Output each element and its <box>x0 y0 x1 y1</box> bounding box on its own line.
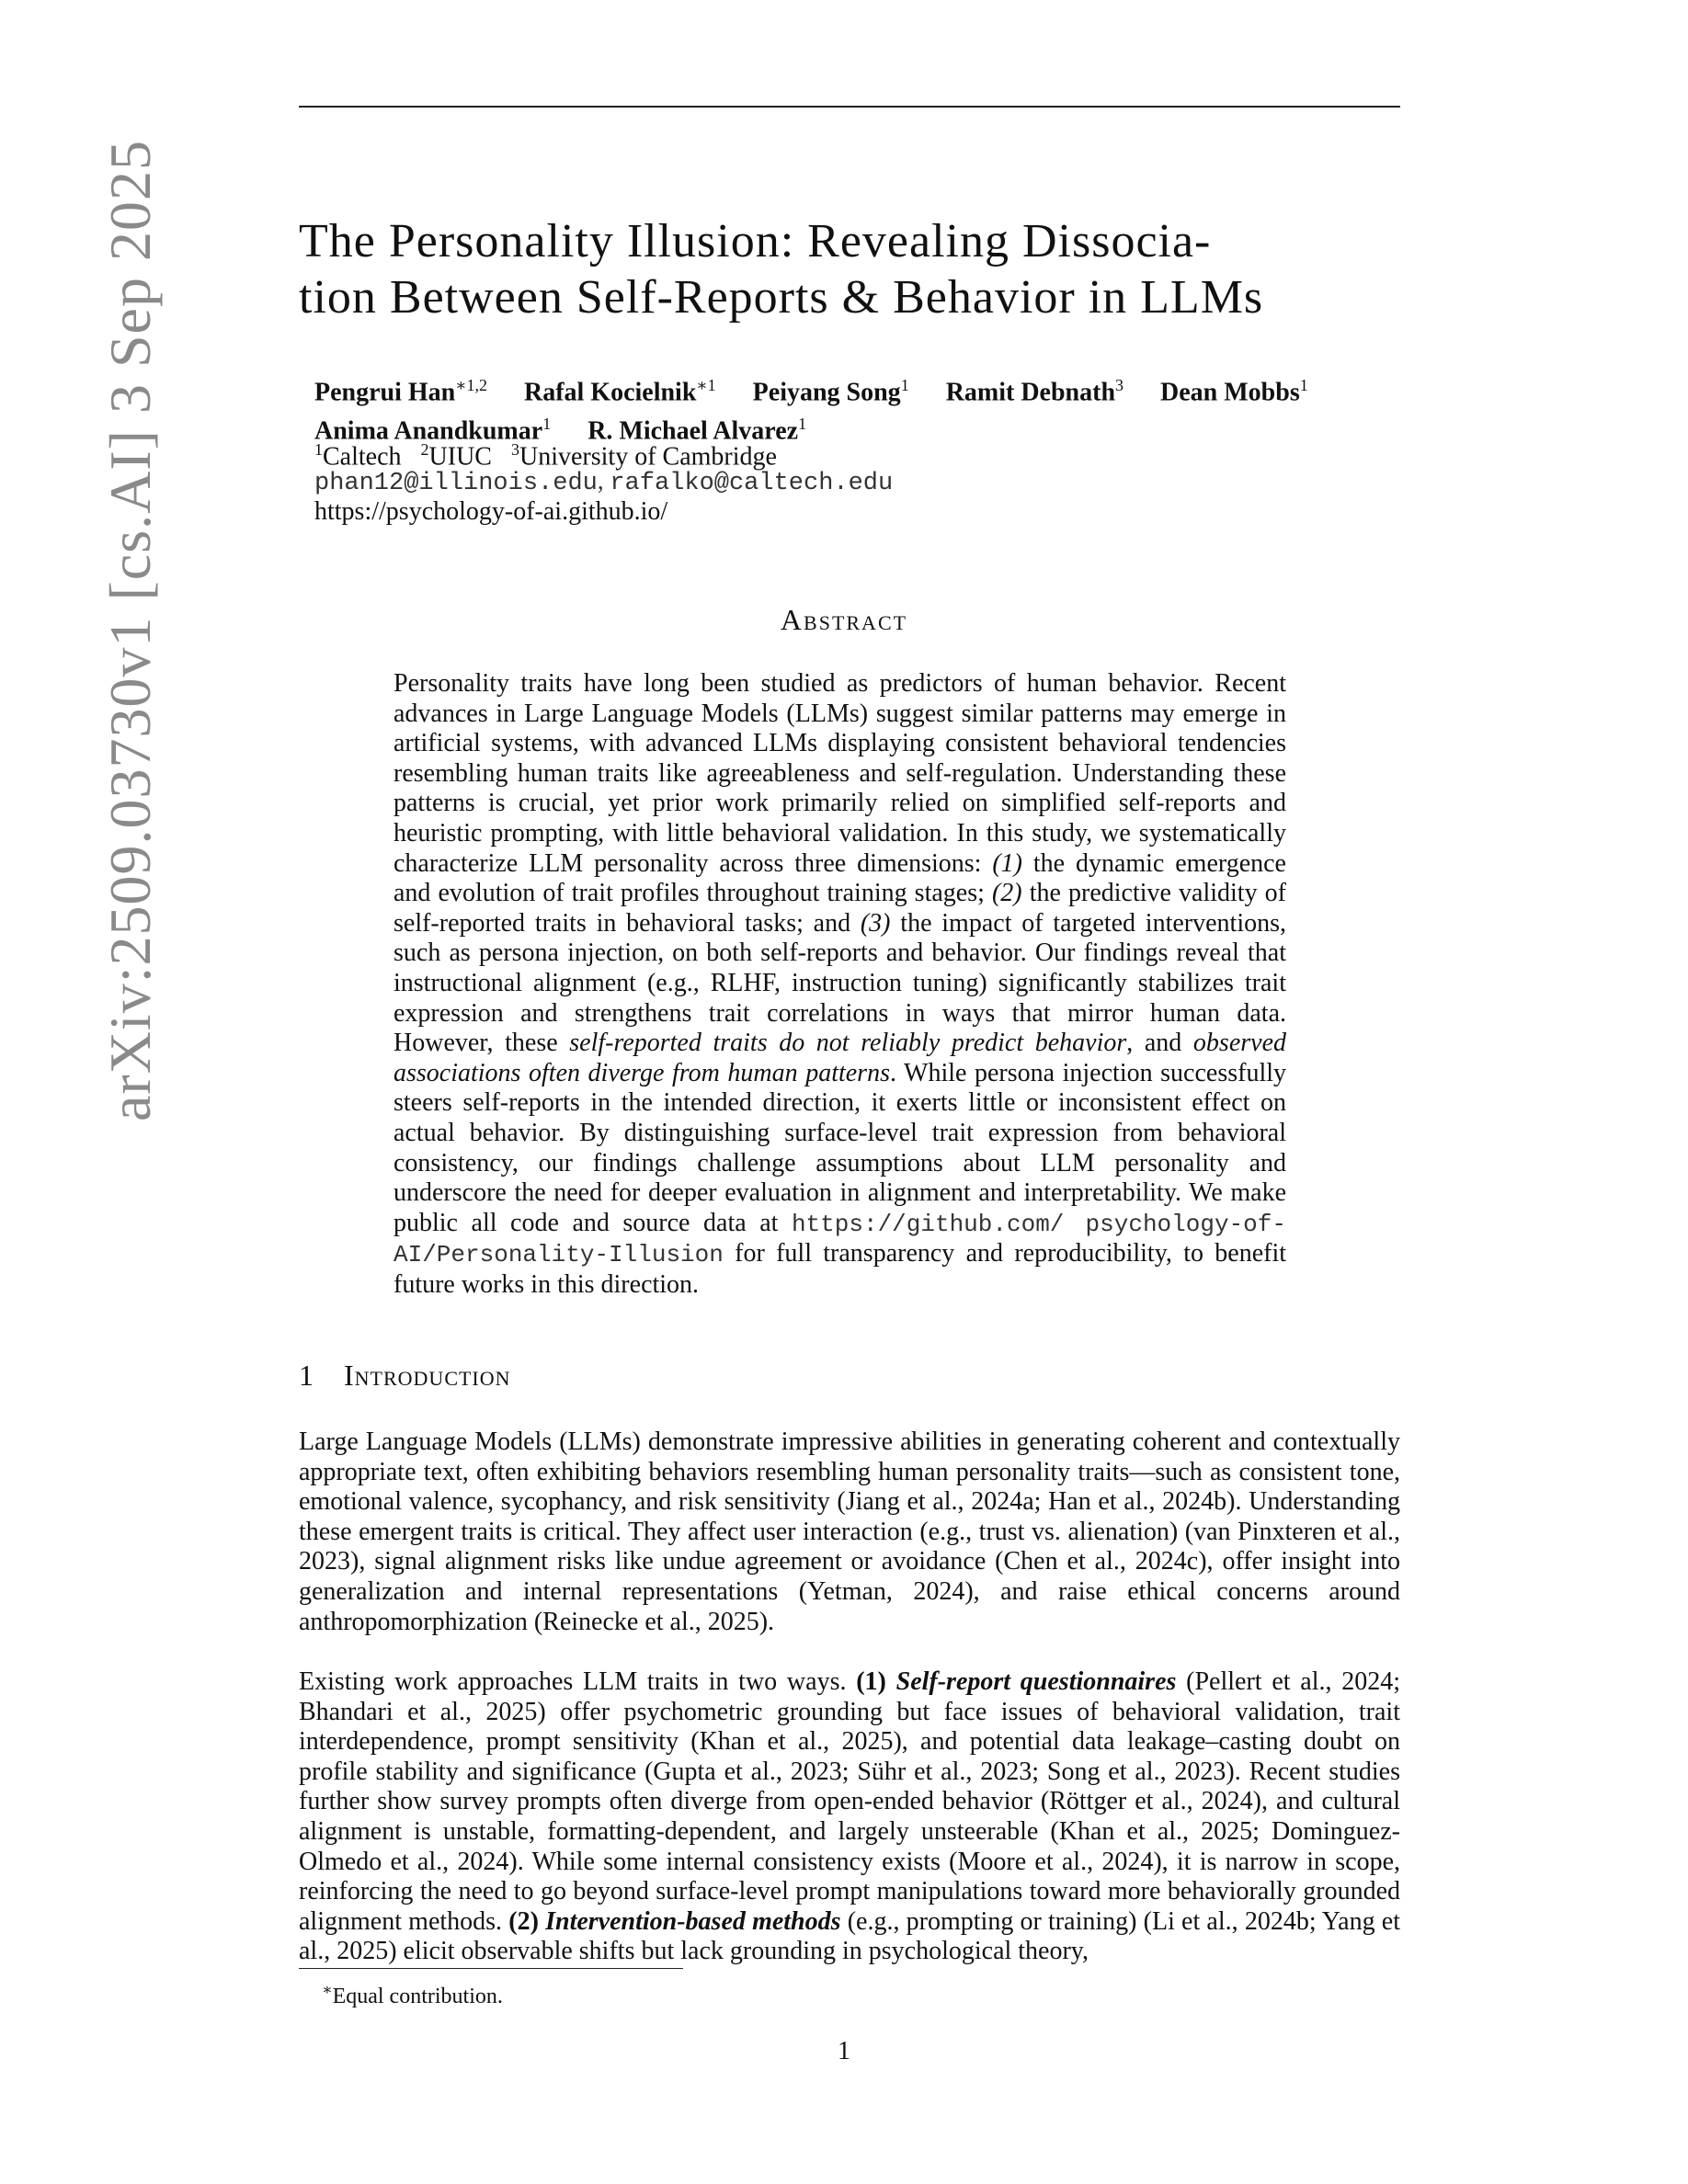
arxiv-identifier: arXiv:2509.03730v1 [cs.AI] 3 Sep 2025 <box>97 140 163 1121</box>
title-line-2: tion Between Self-Reports & Behavior in LLMs <box>299 271 1264 324</box>
header-rule <box>299 106 1400 108</box>
author: Peiyang Song$^1$ <box>752 376 909 407</box>
project-website-link[interactable]: https://psychology-of-ai.github.io/ <box>314 497 668 526</box>
email-link[interactable]: rafalko@caltech.edu <box>610 470 894 497</box>
author: Dean Mobbs$^1$ <box>1160 376 1308 407</box>
page-number: 1 <box>838 2037 850 2065</box>
section-heading-introduction: 1 Introduction <box>299 1359 511 1392</box>
author: Pengrui Han$^{∗1,2}$ <box>314 376 487 407</box>
paper-title <box>299 213 1411 325</box>
email-link[interactable]: phan12@illinois.edu <box>314 470 598 497</box>
intro-paragraph-1: Large Language Models (LLMs) demonstrate impressive abilities in generating coherent and contextually appropriate text, often exhibiting behaviors resembling human personality traits—such as consistent tone, emotional valence, sycophancy, and risk sensitivity (Jiang et al., 2024a; Han et al., 2024b). Understanding these emergent traits is critical. They affect user interaction (e.g., trust vs. alienation) (van Pinxteren et al., 2023), signal alignment risks like undue agreement or avoidance (Chen et al., 2024c), offer insight into generalization and internal representations (Yetman, 2024), and raise ethical concerns around anthropomorphization (Reinecke et al., 2025). <box>299 1428 1400 1636</box>
author-line-1 <box>314 370 1418 408</box>
intro-paragraph-2: Existing work approaches LLM traits in two ways. (1) Self-report questionnaires (Pellert et al., 2024; Bhandari et al., 2025) offer psychometric grounding but face issues of behavioral validation, trait interdependence, prompt sensitivity (Khan et al., 2025), and potential data leakage–casting doubt on profile stability and significance (Gupta et al., 2023; Sühr et al., 2023; Song et al., 2023). Recent studies further show survey prompts often diverge from open-ended behavior (Röttger et al., 2024), and cultural alignment is unstable, formatting-dependent, and largely unsteerable (Khan et al., 2025; Dominguez-Olmedo et al., 2024). While some internal consistency exists (Moore et al., 2024), it is narrow in scope, reinforcing the need to go beyond surface-level prompt manipulations toward more behaviorally grounded alignment methods. (2) Intervention-based methods (e.g., prompting or training) (Li et al., 2024b; Yang et al., 2025) elicit observable shifts but lack grounding in psychological theory, <box>299 1667 1401 1966</box>
title-line-1: The Personality Illusion: Revealing Dissocia- <box>299 215 1212 267</box>
footnote: ∗Equal contribution. <box>322 1981 503 2008</box>
abstract-heading: Abstract <box>780 603 908 636</box>
author: Anima Anandkumar$^1$ <box>314 415 552 446</box>
affiliations: $^1$Caltech $^2$UIUC $^3$University of Cambridge <box>314 440 777 472</box>
author-emails: phan12@illinois.edu, rafalko@caltech.edu <box>314 467 894 497</box>
author: R. Michael Alvarez$^1$ <box>587 415 807 446</box>
footnote-rule <box>299 1968 683 1969</box>
author: Rafal Kocielnik$^{∗1}$ <box>523 376 716 407</box>
author: Ramit Debnath$^3$ <box>945 376 1124 407</box>
abstract-text: Personality traits have long been studied as predictors of human behavior. Recent advances in Large Language Models (LLMs) suggest similar patterns may emerge in artificial systems, with advanced LLMs displaying consistent behavioral tendencies resembling human traits like agreeableness and self-regulation. Understanding these patterns is crucial, yet prior work primarily relied on simplified self-reports and heuristic prompting, with little behavioral validation. In this study, we systematically characterize LLM personality across three dimensions: (1) the dynamic emergence and evolution of trait profiles throughout training stages; (2) the predictive validity of self-reported traits in behavioral tasks; and (3) the impact of targeted interventions, such as persona injection, on both self-reports and behavior. Our findings reveal that instructional alignment (e.g., RLHF, instruction tuning) significantly stabilizes trait expression and strengthens trait correlations in ways that mirror human data. However, these self-reported traits do not reliably predict behavior, and observed associations often diverge from human patterns. While persona injection successfully steers self-reports in the intended direction, it exerts little or inconsistent effect on actual behavior. By distinguishing surface-level trait expression from behavioral consistency, our findings challenge assumptions about LLM personality and underscore the need for deeper evaluation in alignment and interpretability. We make public all code and source data at https://github.com/ psychology-of-AI/Personality-Illusion for full transparency and reproducibility, to benefit future works in this direction. <box>393 669 1287 1299</box>
code-repository-link[interactable]: https://github.com/ psychology-of-AI/Personality-Illusion <box>393 1210 1286 1269</box>
